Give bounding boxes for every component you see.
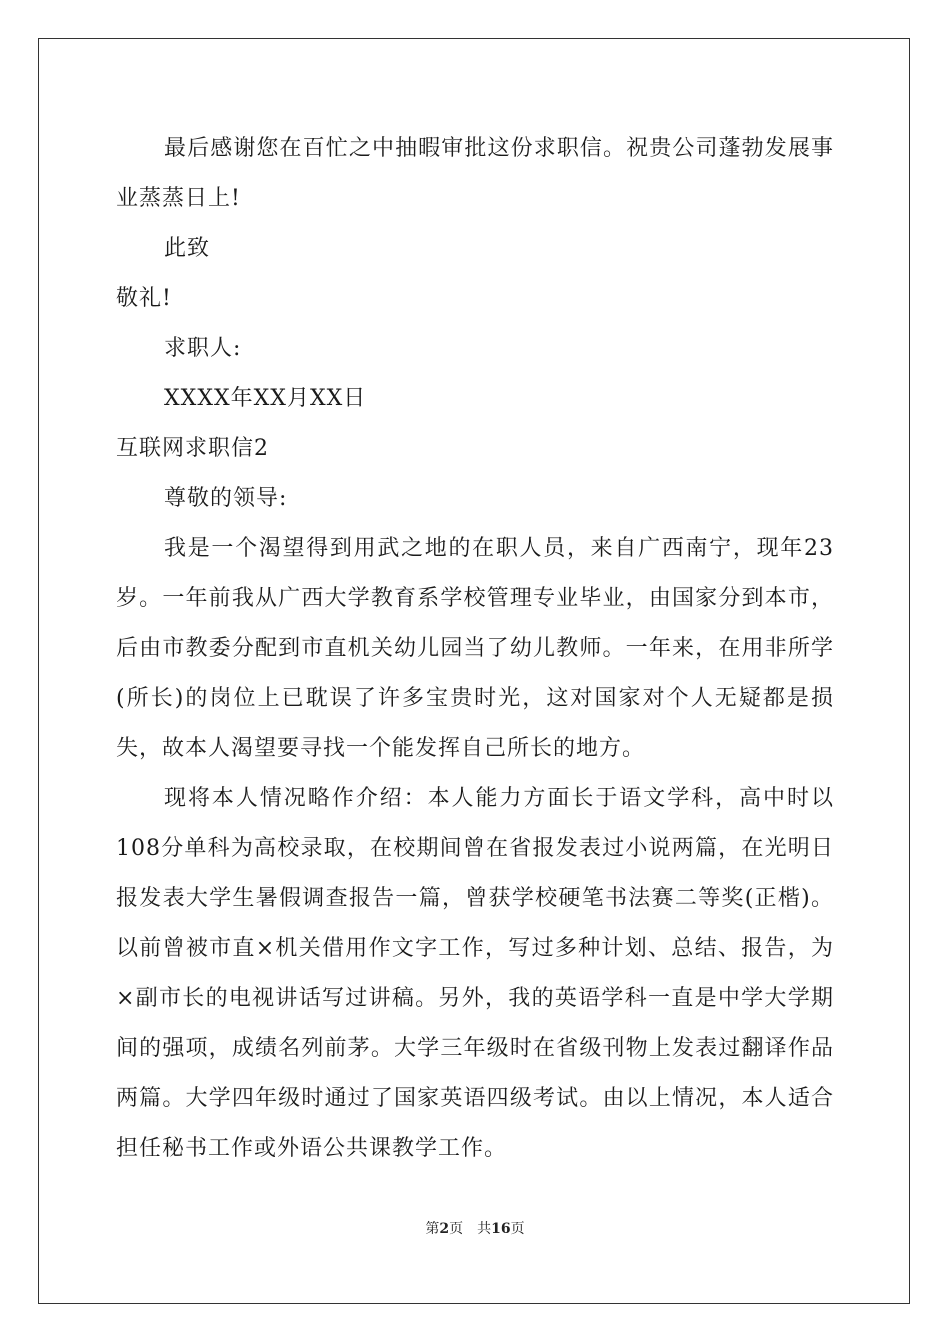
document-body [116, 124, 834, 1174]
paragraph-closing-thanks: 最后感谢您在百忙之中抽暇审批这份求职信。祝贵公司蓬勃发展事业蒸蒸日上! [116, 136, 834, 211]
paragraph-jing-li: 敬礼! [116, 286, 172, 311]
page-number: 2 [439, 1221, 450, 1237]
greeting: 尊敬的领导: [164, 486, 288, 511]
total-suffix: 页 [510, 1221, 525, 1237]
page-suffix: 页 [449, 1221, 464, 1237]
paragraph-self-description: 现将本人情况略作介绍：本人能力方面长于语文学科，高中时以108分单科为高校录取，在校期间曾在省报发表过小说两篇，在光明日报发表大学生暑假调查报告一篇，曾获学校硬笔书法赛二等奖(正楷)。以前曾被市直×机关借用作文字工作，写过多种计划、总结、报告，为×副市长的电视讲话写过讲稿。另外，我的英语学科一直是中学大学期间的强项，成绩名列前茅。大学三年级时在省级刊物上发表过翻译作品两篇。大学四年级时通过了国家英语四级考试。由以上情况，本人适合担任秘书工作或外语公共课教学工作。 [116, 786, 834, 1161]
total-pages: 16 [491, 1221, 511, 1237]
page-footer [0, 1220, 950, 1238]
page-prefix: 第 [425, 1221, 440, 1237]
paragraph-ci-zhi: 此致 [164, 236, 211, 261]
total-prefix: 共 [477, 1221, 492, 1237]
paragraph-intro: 我是一个渴望得到用武之地的在职人员，来自广西南宁，现年23岁。一年前我从广西大学教育系学校管理专业毕业，由国家分到本市，后由市教委分配到市直机关幼儿园当了幼儿教师。一年来，在用非所学(所长)的岗位上已耽误了许多宝贵时光，这对国家对个人无疑都是损失，故本人渴望要寻找一个能发挥自己所长的地方。 [116, 536, 834, 761]
date-line: XXXX年XX月XX日 [164, 386, 367, 411]
section-title: 互联网求职信2 [116, 436, 269, 461]
applicant-label: 求职人: [164, 336, 242, 361]
